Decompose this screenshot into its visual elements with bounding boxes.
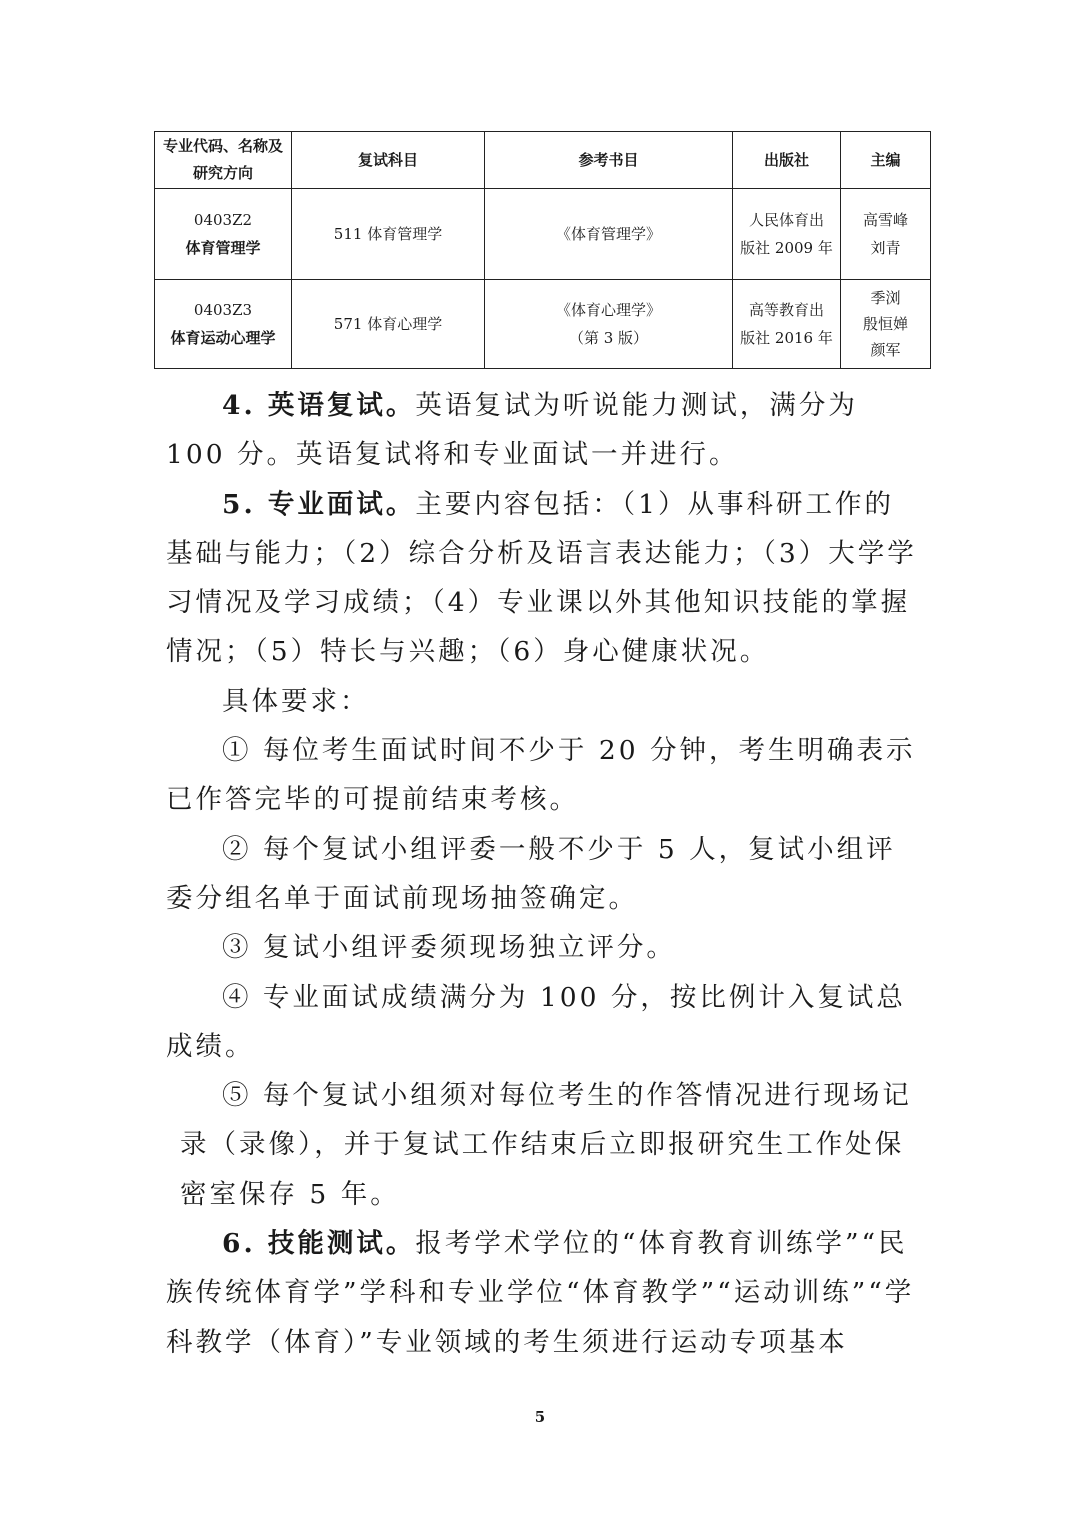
body-text [166,381,920,1367]
editor-cell [841,280,931,369]
section-english-retest [166,381,920,480]
publisher-line: 版社 2009 年 [740,239,833,257]
editor-name: 殷恒婵 [862,315,908,333]
subject-cell: 571 体育心理学 [292,280,485,369]
subject-cell: 511 体育管理学 [292,189,485,280]
major-code: 0403Z2 [193,211,253,229]
section-title: 4. 英语复试。 [222,390,416,421]
section-title: 6. 技能测试。 [222,1228,416,1260]
editor-name: 颜军 [870,341,901,359]
header-publisher: 出版社 [733,132,841,189]
publisher-line: 人民体育出 [748,211,824,229]
book-cell [485,189,733,280]
requirement-item: ① 每位考生面试时间不少于 20 分钟，考生明确表示已作答完毕的可提前结束考核。 [166,735,916,816]
book-title: 《体育管理学》 [555,225,661,243]
requirement-item-cont: 密室保存 5 年。 [180,1178,400,1210]
editor-name: 刘青 [870,239,901,257]
section-skill-test [166,1219,920,1367]
header-subject: 复试科目 [292,132,485,189]
major-name: 体育运动心理学 [170,329,276,347]
table-header-row [155,132,931,189]
major-cell [155,280,292,369]
section-body: 主要内容包括：（1）从事科研工作的基础与能力；（2）综合分析及语言表达能力；（3）大学学习情况及学习成绩；（4）专业课以外其他知识技能的掌握情况；（5）特长与兴趣；（6）身心健康状况。 [166,488,917,668]
requirements-heading: 具体要求： [222,685,370,717]
section-body: 报考学术学位的“体育教育训练学”“民族传统体育学”学科和专业学位“体育教学”“运动训练”“学科教学（体育）”专业领域的考生须进行运动专项基本 [166,1228,915,1358]
major-cell [155,189,292,280]
publisher-cell [733,189,841,280]
editor-name: 季浏 [870,289,901,307]
requirement-item: ③ 复试小组评委须现场独立评分。 [222,932,676,964]
requirement-item-cont: 录（录像），并于复试工作结束后立即报研究生工作处保 [180,1129,905,1161]
section-interview [166,480,920,677]
table-row [155,280,931,369]
publisher-cell [733,280,841,369]
section-title: 5. 专业面试。 [222,488,416,520]
editor-cell [841,189,931,280]
requirement-item: ⑤ 每个复试小组须对每位考生的作答情况进行现场记 [222,1080,912,1112]
header-major: 专业代码、名称及研究方向 [155,132,292,189]
reference-table [154,131,931,369]
requirement-item: ② 每个复试小组评委一般不少于 5 人，复试小组评委分组名单于面试前现场抽签确定。 [166,833,896,914]
header-editor: 主编 [841,132,931,189]
table-row [155,189,931,280]
section-body: 英语复试为听说能力测试，满分为 100 分。英语复试将和专业面试一并进行。 [166,390,858,471]
major-code: 0403Z3 [193,301,253,319]
book-cell [485,280,733,369]
book-edition: （第 3 版） [568,329,649,347]
editor-name: 高雪峰 [862,211,908,229]
publisher-line: 高等教育出 [748,301,824,319]
book-title: 《体育心理学》 [555,301,661,319]
page-number: 5 [534,1408,546,1426]
major-name: 体育管理学 [185,239,261,257]
publisher-line: 版社 2016 年 [740,329,833,347]
header-book: 参考书目 [485,132,733,189]
requirement-item: ④ 专业面试成绩满分为 100 分，按比例计入复试总成绩。 [166,981,906,1062]
